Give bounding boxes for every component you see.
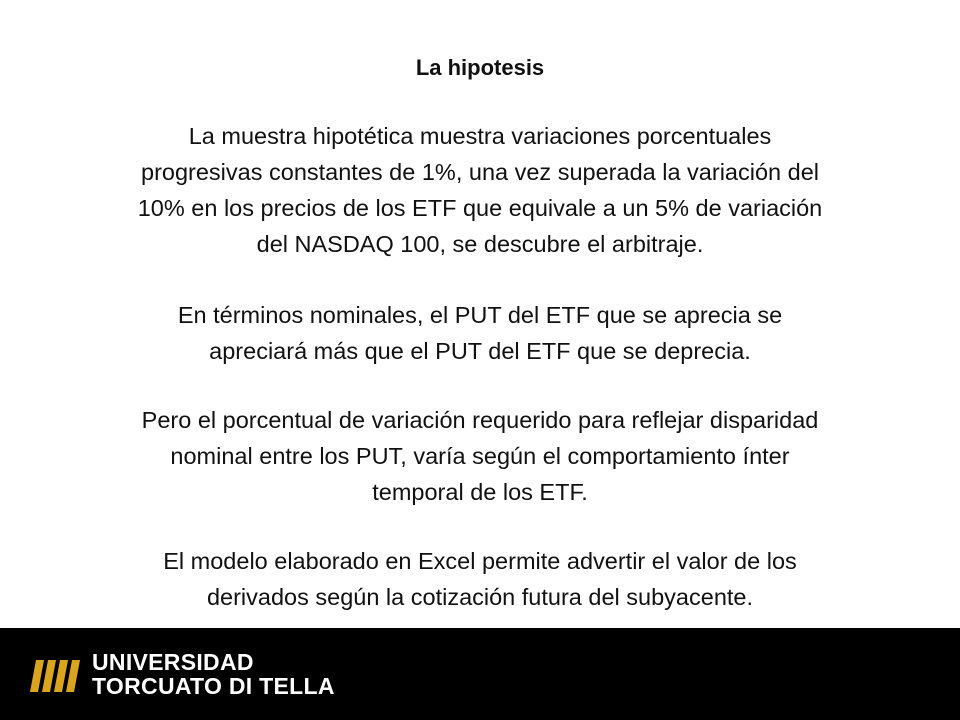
logo-line-2: TORCUATO DI TELLA (92, 673, 335, 699)
paragraph-line: del NASDAQ 100, se descubre el arbitraje. (256, 231, 704, 257)
footer-bar (0, 628, 960, 720)
paragraph-percentage-variation (40, 402, 920, 510)
paragraph-line: progresivas constantes de 1%, una vez superada la variación del (141, 159, 819, 185)
paragraph-excel-model (40, 543, 920, 615)
university-logo-text (92, 650, 335, 698)
paragraph-line: En términos nominales, el PUT del ETF que se aprecia se (177, 302, 783, 328)
paragraph-line: 10% en los precios de los ETF que equivale a un 5% de variación (137, 195, 823, 221)
paragraph-line: derivados según la cotización futura del subyacente. (206, 584, 754, 610)
paragraph-line: La muestra hipotética muestra variaciones porcentuales (188, 123, 772, 149)
paragraph-nominal-terms (40, 297, 920, 369)
slide-title: La hipotesis (415, 55, 545, 80)
paragraph-hypothesis (40, 118, 920, 262)
utdt-stripes-logo-icon (30, 654, 82, 698)
paragraph-line: temporal de los ETF. (372, 479, 588, 505)
paragraph-line: nominal entre los PUT, varía según el comportamiento ínter (170, 443, 790, 469)
paragraph-line: El modelo elaborado en Excel permite advertir el valor de los (163, 548, 797, 574)
logo-line-1: UNIVERSIDAD (92, 649, 254, 675)
paragraph-line: apreciará más que el PUT del ETF que se deprecia. (209, 338, 751, 364)
paragraph-line: Pero el porcentual de variación requerido para reflejar disparidad (141, 407, 819, 433)
